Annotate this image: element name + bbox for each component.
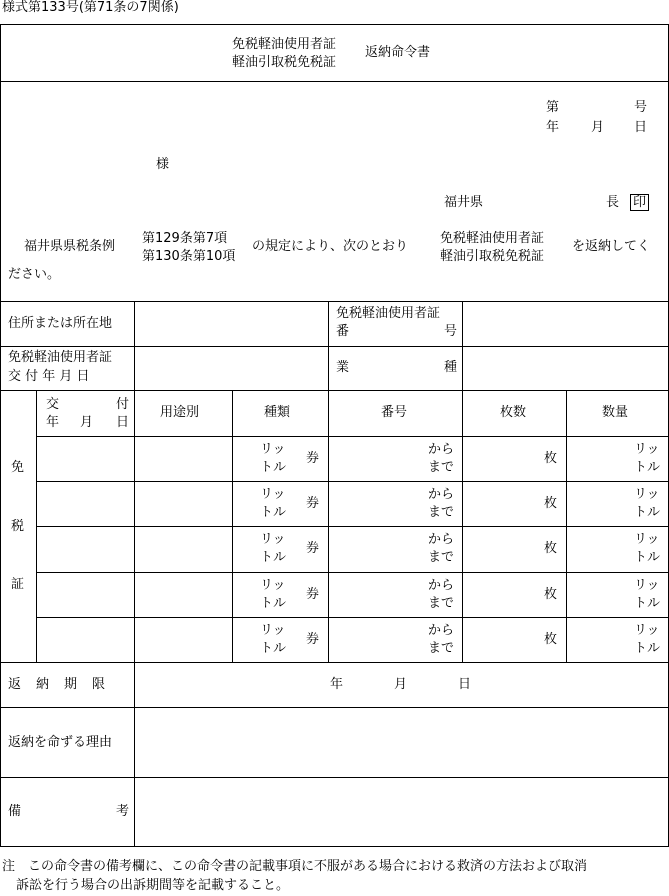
qty-litre-1: リッ: [634, 532, 660, 547]
frame-bottom: [0, 846, 669, 847]
header-issue-fu: 付: [116, 397, 130, 412]
cert-number-label-ban: 番: [336, 324, 350, 339]
number-dai: 第: [546, 100, 560, 115]
kind-litre-2: トル: [260, 460, 287, 475]
form-number: 様式第133号(第71条の7関係): [2, 0, 179, 15]
kind-ken: 券: [306, 541, 320, 556]
header-kind: 種類: [264, 405, 291, 420]
kind-litre-2: トル: [260, 505, 287, 520]
body-article1: 第129条第7項: [142, 231, 228, 246]
body-prefix: 福井県県税条例: [24, 239, 116, 254]
qty-litre-2: トル: [634, 596, 661, 611]
number-to: まで: [428, 460, 455, 475]
header-count: 枚数: [500, 405, 527, 420]
header-usage: 用途別: [160, 405, 200, 420]
number-from: から: [428, 623, 455, 638]
qty-litre-1: リッ: [634, 623, 660, 638]
body-item1: 免税軽油使用者証: [440, 231, 545, 246]
kind-ken: 券: [306, 632, 320, 647]
remarks-label-bi: 備: [8, 804, 22, 819]
kind-litre-1: リッ: [260, 623, 286, 638]
business-label-gyou: 業: [336, 360, 350, 375]
kind-litre-1: リッ: [260, 487, 286, 502]
qty-litre-1: リッ: [634, 578, 660, 593]
qty-litre-2: トル: [634, 550, 661, 565]
number-from: から: [428, 532, 455, 547]
number-gou: 号: [634, 100, 648, 115]
header-issue-month: 月: [80, 415, 94, 430]
side-label-shou: 証: [11, 577, 25, 592]
number-from: から: [428, 442, 455, 457]
qty-litre-2: トル: [634, 460, 661, 475]
issue-date-label-line2: 交 付 年 月 日: [8, 369, 90, 384]
header-number: 番号: [381, 405, 408, 420]
frame-top: [0, 24, 669, 25]
side-label-men: 免: [11, 460, 25, 475]
kind-litre-2: トル: [260, 641, 287, 656]
body-middle: の規定により、次のとおり: [252, 239, 409, 254]
count-unit: 枚: [544, 632, 558, 647]
count-unit: 枚: [544, 496, 558, 511]
number-to: まで: [428, 550, 455, 565]
title-line2: 軽油引取税免税証: [232, 55, 337, 70]
title-suffix: 返納命令書: [365, 45, 431, 60]
side-label-zei: 税: [11, 519, 25, 534]
cert-number-label-gou: 号: [444, 324, 458, 339]
number-to: まで: [428, 596, 455, 611]
reason-label: 返納を命ずる理由: [8, 735, 113, 750]
number-from: から: [428, 487, 455, 502]
kind-litre-1: リッ: [260, 442, 286, 457]
frame-left: [0, 24, 1, 846]
number-to: まで: [428, 505, 455, 520]
note-line1: 注 この命令書の備考欄に、この命令書の記載事項に不服がある場合における救済の方法および取消: [2, 859, 588, 874]
deadline-year: 年: [330, 677, 344, 692]
body-continuation: ださい。: [8, 267, 61, 282]
addressee-sama: 様: [156, 157, 170, 172]
kind-litre-2: トル: [260, 550, 287, 565]
date-month: 月: [591, 120, 605, 135]
deadline-label: 返 納 期 限: [8, 677, 107, 692]
note-line2: 訴訟を行う場合の出訴期間等を記載すること。: [16, 878, 290, 893]
number-from: から: [428, 578, 455, 593]
cert-number-label-line1: 免税軽油使用者証: [336, 306, 441, 321]
kind-ken: 券: [306, 587, 320, 602]
title-line1: 免税軽油使用者証: [232, 37, 337, 52]
deadline-day: 日: [458, 677, 472, 692]
kind-ken: 券: [306, 496, 320, 511]
seal-stamp: 印: [630, 194, 649, 211]
kind-litre-1: リッ: [260, 578, 286, 593]
address-label: 住所または所在地: [8, 316, 113, 331]
kind-ken: 券: [306, 451, 320, 466]
count-unit: 枚: [544, 541, 558, 556]
date-day: 日: [634, 120, 648, 135]
body-article2: 第130条第10項: [142, 249, 236, 264]
qty-litre-1: リッ: [634, 442, 660, 457]
remarks-label-kou: 考: [116, 804, 130, 819]
qty-litre-2: トル: [634, 505, 661, 520]
body-item2: 軽油引取税免税証: [440, 249, 545, 264]
business-label-shu: 種: [444, 360, 458, 375]
issue-date-label-line1: 免税軽油使用者証: [8, 350, 113, 365]
header-issue-year: 年: [46, 415, 60, 430]
header-issue-day: 日: [116, 415, 130, 430]
qty-litre-2: トル: [634, 641, 661, 656]
count-unit: 枚: [544, 587, 558, 602]
issuer-prefecture: 福井県: [444, 195, 484, 210]
kind-litre-2: トル: [260, 596, 287, 611]
deadline-month: 月: [394, 677, 408, 692]
qty-litre-1: リッ: [634, 487, 660, 502]
header-quantity: 数量: [602, 405, 629, 420]
number-to: まで: [428, 641, 455, 656]
body-suffix: を返納してく: [572, 239, 651, 254]
date-year: 年: [546, 120, 560, 135]
kind-litre-1: リッ: [260, 532, 286, 547]
count-unit: 枚: [544, 451, 558, 466]
issuer-chou: 長: [606, 195, 620, 210]
header-issue-kou: 交: [46, 397, 60, 412]
